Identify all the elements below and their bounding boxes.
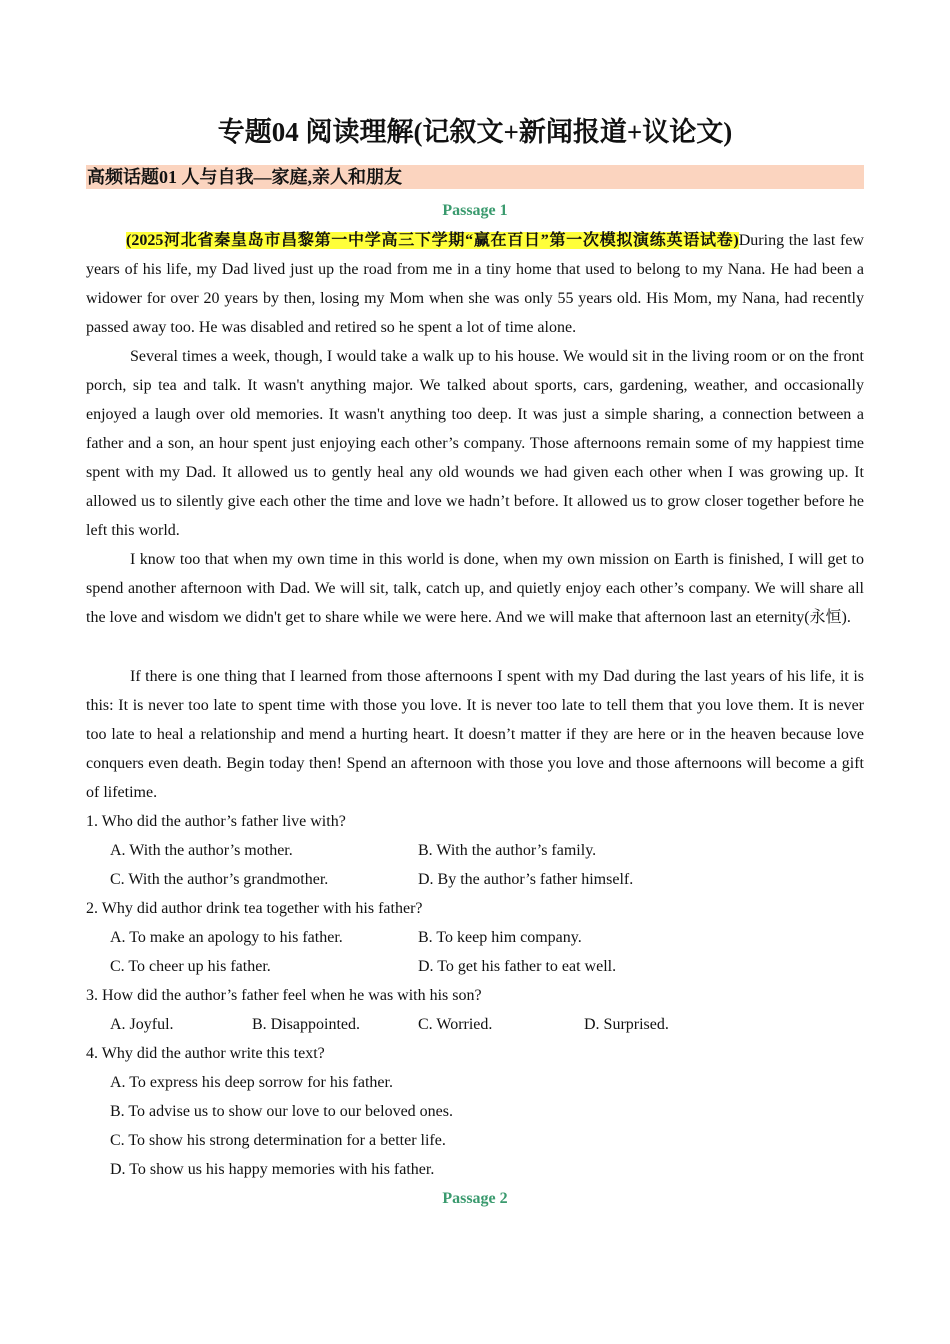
passage-paragraph-2: Several times a week, though, I would take a walk up to his house. We would sit in the living room or on the front porch, sip tea and talk. It wasn't anything major. We talked about sports, cars, gardening, weather, and occasionally enjoyed a laugh over old memories. It wasn't anything too deep. It was just a simple sharing, a connection between a father and a son, an hour spent just enjoying each other’s company. Those afternoons remain some of my happiest time spent with my Dad. It allowed us to gently heal any old wounds we had given each other when I was growing up. It allowed us to silently give each other the time and love we hadn’t before. It allowed us to grow closer together before he left this world. [86,348,864,539]
paragraph-1-text: During the last few years of his life, my Dad lived just up the road from me in a tiny home that used to belong to my Nana. He had been a widower for over 20 years by then, losing my Mom when she was only 55 years old. His Mom, my Nana, had recently passed away too. He was disabled and retired so he spent a lot of time alone. [86,232,864,336]
question-1-stem: 1. Who did the author’s father live with? [86,813,346,830]
q4-option-c[interactable]: C. To show his strong determination for a better life. [110,1132,446,1149]
question-4-stem: 4. Why did the author write this text? [86,1045,325,1062]
q2-option-d[interactable]: D. To get his father to eat well. [418,958,617,975]
page-title: 专题04 阅读理解(记叙文+新闻报道+议论文) [217,117,733,147]
passage-paragraph-4: If there is one thing that I learned from those afternoons I spent with my Dad during the last years of his life, it is this: It is never too late to spent time with those you love. It is never too late to tell them that you love them. It is never too late to heal a relationship and mend a hurting heart. It doesn’t matter if they are here or in the heaven because love conquers even death. Begin today then! Spend an afternoon with those you love and those afternoons will become a gift of lifetime. [86,668,864,801]
passage-paragraph-3: I know too that when my own time in this world is done, when my own mission on Earth is finished, I will get to spend another afternoon with Dad. We will sit, talk, catch up, and quietly enjoy each other’s company. We will share all the love and wisdom we didn't get to share while we were here. And we will make that afternoon last an eternity(永恒). [86,551,864,626]
passage-2-heading: Passage 2 [442,1190,508,1207]
q2-option-a[interactable]: A. To make an apology to his father. [110,929,343,946]
q3-option-c[interactable]: C. Worried. [418,1016,493,1033]
q1-option-d[interactable]: D. By the author’s father himself. [418,871,634,888]
source-citation: (2025河北省秦皇岛市昌黎第一中学高三下学期“赢在百日”第一次模拟演练英语试卷) [126,232,739,249]
q2-option-b[interactable]: B. To keep him company. [418,929,582,946]
passage-1-heading: Passage 1 [442,202,508,219]
q4-option-a[interactable]: A. To express his deep sorrow for his father. [110,1074,393,1091]
question-2-stem: 2. Why did author drink tea together with his father? [86,900,423,917]
q4-option-d[interactable]: D. To show us his happy memories with his father. [110,1161,435,1178]
topic-label: 高频话题01 人与自我—家庭,亲人和朋友 [87,167,402,187]
q1-option-a[interactable]: A. With the author’s mother. [110,842,293,859]
passage-paragraph-1 [86,226,864,342]
question-3-stem: 3. How did the author’s father feel when he was with his son? [86,987,482,1004]
q3-option-d[interactable]: D. Surprised. [584,1016,669,1033]
q4-option-b[interactable]: B. To advise us to show our love to our beloved ones. [110,1103,453,1120]
q1-option-b[interactable]: B. With the author’s family. [418,842,597,859]
q3-option-b[interactable]: B. Disappointed. [252,1016,360,1033]
q3-option-a[interactable]: A. Joyful. [110,1016,174,1033]
q2-option-c[interactable]: C. To cheer up his father. [110,958,271,975]
topic-banner [86,165,864,189]
q1-option-c[interactable]: C. With the author’s grandmother. [110,871,329,888]
